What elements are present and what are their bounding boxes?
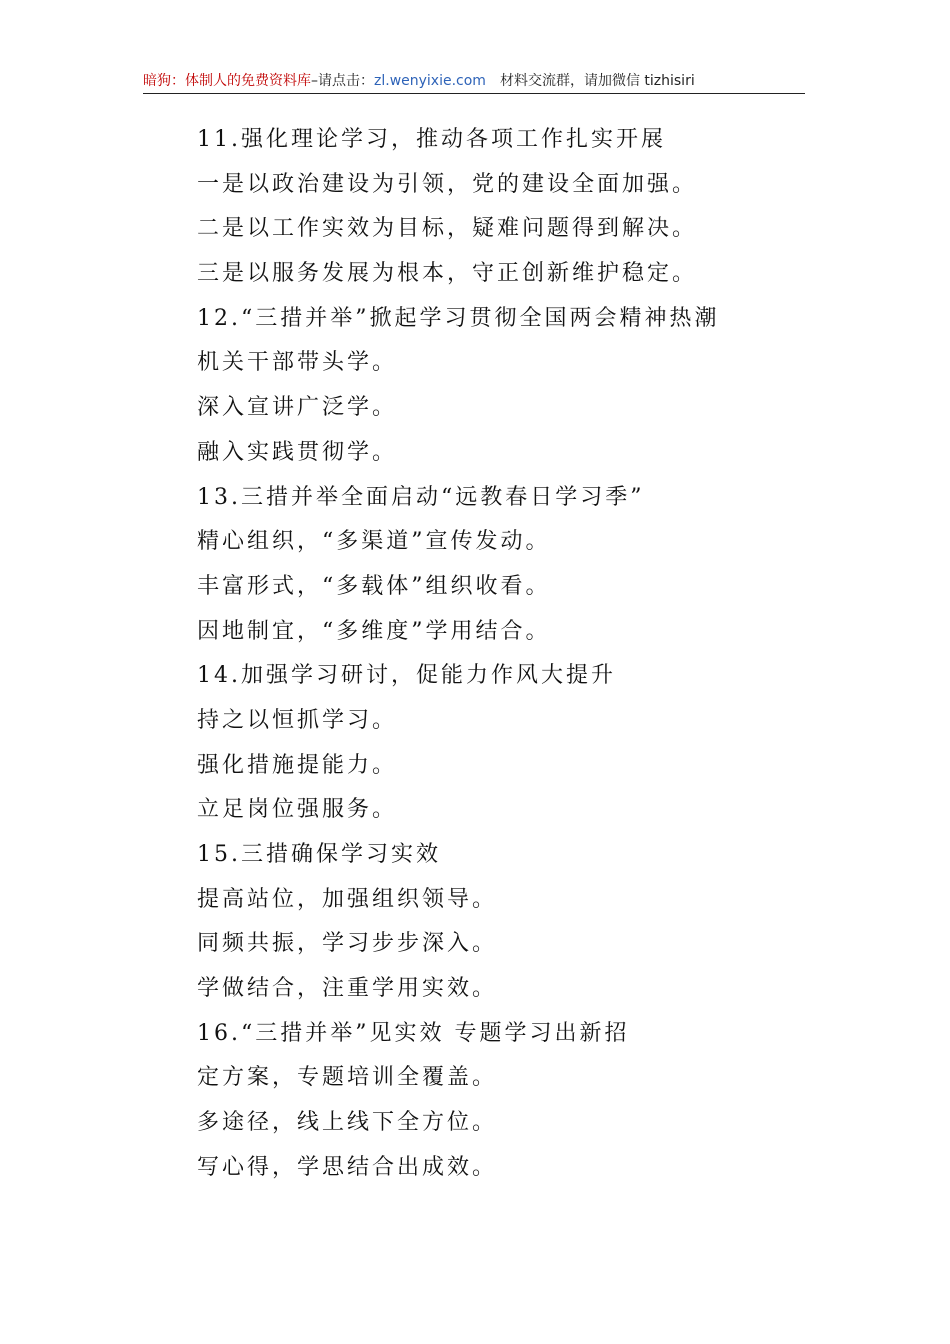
paragraph-line: 二是以工作实效为目标，疑难问题得到解决。 — [197, 216, 698, 242]
paragraph-line: 学做结合，注重学用实效。 — [197, 976, 498, 1002]
section-heading-15: 15.三措确保学习实效 — [197, 842, 441, 867]
section-heading-16: 16.“三措并举”见实效 专题学习出新招 — [197, 1020, 630, 1046]
paragraph-line: 强化措施提能力。 — [197, 752, 398, 778]
paragraph-line: 三是以服务发展为根本，守正创新维护稳定。 — [197, 261, 698, 287]
section-heading-13: 13.三措并举全面启动“远教春日学习季” — [197, 484, 645, 510]
paragraph-line: 定方案，专题培训全覆盖。 — [197, 1065, 498, 1091]
paragraph-line: 机关干部带头学。 — [197, 350, 398, 376]
header-brand: 暗狗：体制人的免费资料库 — [143, 73, 311, 89]
paragraph-line: 立足岗位强服务。 — [197, 797, 398, 823]
paragraph-line: 深入宣讲广泛学。 — [197, 395, 398, 421]
paragraph-line: 一是以政治建设为引领，党的建设全面加强。 — [197, 171, 698, 197]
paragraph-line: 融入实践贯彻学。 — [197, 439, 398, 465]
section-heading-12: 12.“三措并举”掀起学习贯彻全国两会精神热潮 — [197, 305, 720, 331]
document-body — [197, 118, 837, 1191]
paragraph-line: 多途径，线上线下全方位。 — [197, 1110, 498, 1136]
paragraph-line: 同频共振，学习步步深入。 — [197, 931, 498, 957]
paragraph-line: 精心组织，“多渠道”宣传发动。 — [197, 529, 551, 555]
paragraph-line: 持之以恒抓学习。 — [197, 707, 398, 733]
header-divider — [143, 93, 805, 94]
header-link[interactable]: zl.wenyixie.com — [374, 73, 486, 89]
paragraph-line: 提高站位，加强组织领导。 — [197, 886, 498, 912]
paragraph-line: 因地制宜，“多维度”学用结合。 — [197, 618, 551, 644]
paragraph-line: 写心得，学思结合出成效。 — [197, 1154, 498, 1180]
section-heading-14: 14.加强学习研讨，促能力作风大提升 — [197, 663, 616, 689]
header-prompt: –请点击： — [311, 73, 374, 89]
section-heading-11: 11.强化理论学习，推动各项工作扎实开展 — [197, 127, 666, 152]
paragraph-line: 丰富形式，“多载体”组织收看。 — [197, 573, 551, 599]
page-header — [143, 70, 805, 92]
header-contact: 材料交流群，请加微信 tizhisiri — [499, 73, 695, 89]
